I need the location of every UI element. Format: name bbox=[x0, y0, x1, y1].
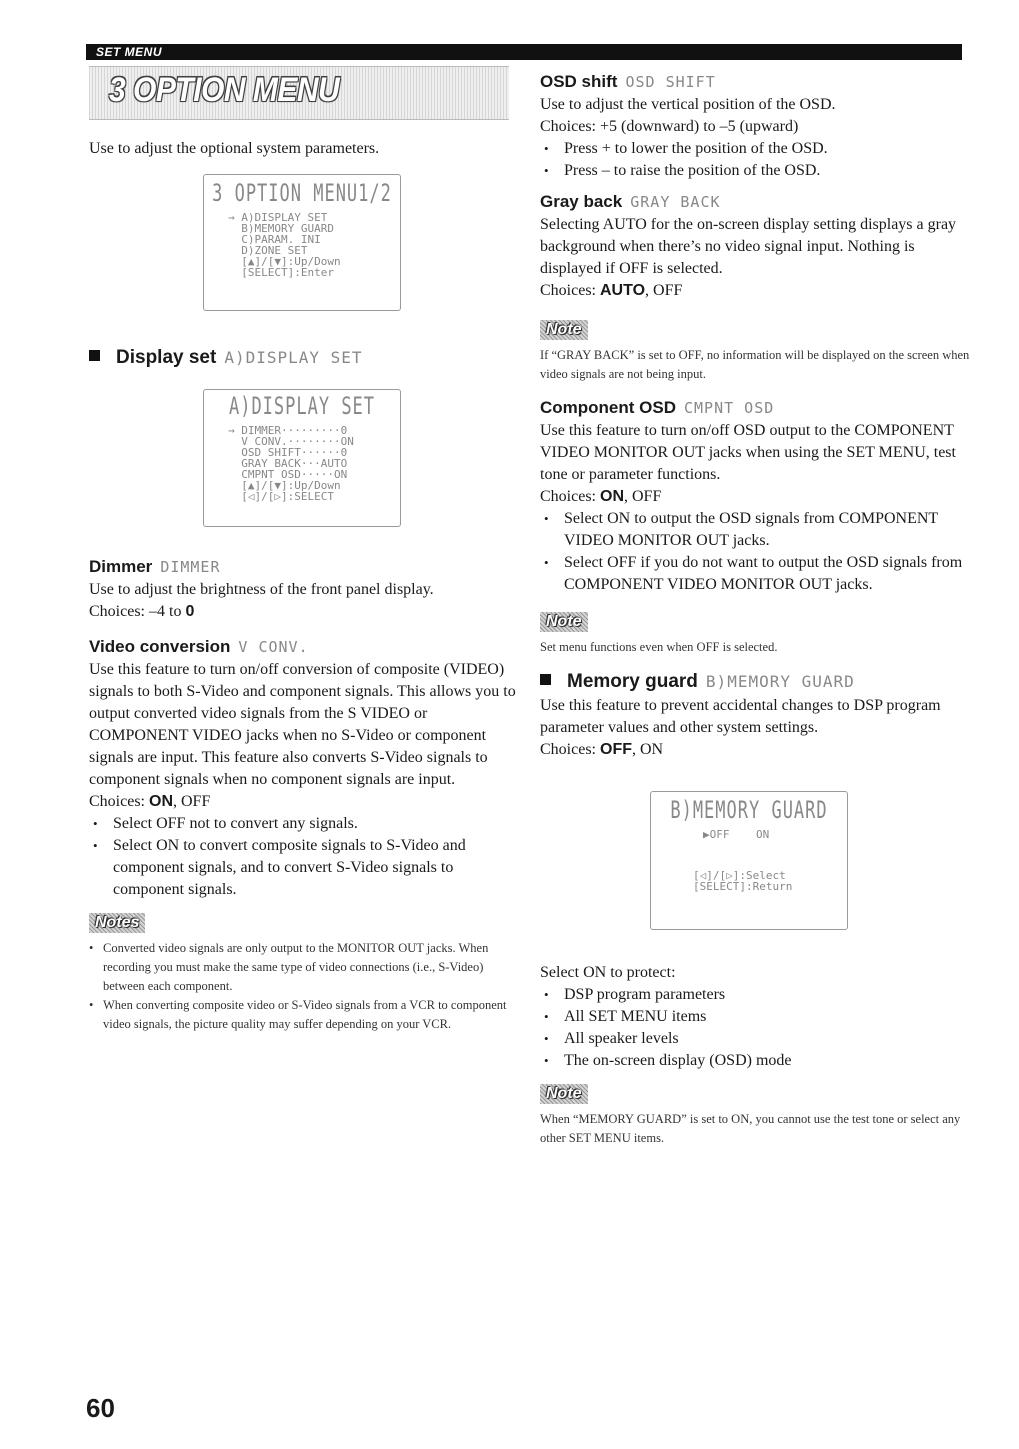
osd-line: [SELECT]:Return bbox=[693, 880, 793, 893]
video-conversion-title: Video conversion bbox=[89, 637, 231, 656]
list-item: • Select ON to output the OSD signals from COMPONENT VIDEO MONITOR OUT jacks. bbox=[540, 508, 970, 552]
gray-back-text: Selecting AUTO for the on-screen display setting displays a gray background when there’s no video signal input. Nothing is displayed if OFF is selected. bbox=[540, 216, 957, 277]
dimmer-text: Use to adjust the brightness of the front panel display. bbox=[89, 581, 434, 598]
video-conversion-text: Use this feature to turn on/off conversion of composite (VIDEO) signals to both S-Video and component signals. This allows you to output converted video signals from the S VIDEO or COMPONENT VIDEO jacks when no S-Video or component signals are input. This feature also converts S-Video signals to component signals when no component signals are input. bbox=[89, 661, 516, 788]
list-item: • DSP program parameters bbox=[540, 984, 970, 1006]
memory-guard-osd-label: B)MEMORY GUARD bbox=[705, 672, 855, 691]
square-bullet-icon bbox=[540, 674, 551, 685]
video-conversion-heading bbox=[89, 635, 519, 659]
osd-shift-bullets bbox=[540, 138, 970, 182]
osd-screen-memory-guard bbox=[650, 791, 848, 930]
osd-line: GRAY BACK···AUTO bbox=[228, 457, 348, 470]
note-heading: Note bbox=[540, 320, 588, 340]
osd-shift-osd-label: OSD SHIFT bbox=[625, 73, 716, 91]
display-set-heading bbox=[89, 345, 519, 371]
osd-line: [▲]/[▼]:Up/Down bbox=[228, 255, 341, 268]
osd-line: CMPNT OSD·····ON bbox=[228, 468, 348, 481]
component-osd-heading bbox=[540, 396, 970, 420]
page-number: 60 bbox=[86, 1393, 115, 1423]
display-set-osd-label: A)DISPLAY SET bbox=[224, 348, 363, 367]
note-text: Set menu functions even when OFF is selected. bbox=[540, 640, 778, 654]
osd-line: B)MEMORY GUARD bbox=[228, 222, 334, 235]
component-osd-title: Component OSD bbox=[540, 398, 676, 417]
list-item: • Select OFF if you do not want to output the OSD signals from COMPONENT VIDEO MONITOR OUT jacks. bbox=[540, 552, 970, 596]
dimmer-title: Dimmer bbox=[89, 557, 153, 576]
note-heading: Note bbox=[540, 612, 588, 632]
osd-line: → DIMMER·········0 bbox=[228, 424, 348, 437]
protect-intro: Select ON to protect: bbox=[540, 964, 676, 981]
osd-line: → A)DISPLAY SET bbox=[228, 211, 328, 224]
list-item: • All SET MENU items bbox=[540, 1006, 970, 1028]
display-set-title: Display set bbox=[116, 347, 217, 368]
memory-guard-title: Memory guard bbox=[567, 671, 698, 692]
osd-screen-title: B)MEMORY GUARD bbox=[670, 796, 828, 825]
osd-line: V CONV.········ON bbox=[228, 435, 354, 448]
osd-line: C)PARAM. INI bbox=[228, 233, 321, 246]
osd-screen-option-menu bbox=[203, 174, 401, 311]
square-bullet-icon bbox=[89, 350, 100, 361]
dimmer-choices: Choices: –4 to 0 bbox=[89, 603, 195, 620]
memory-guard-heading bbox=[540, 669, 970, 695]
note-item: • When converting composite video or S-Video signals from a VCR to component video signals, the picture quality may suffer depending on your VCR. bbox=[89, 996, 519, 1034]
osd-screen-display-set bbox=[203, 389, 401, 527]
osd-options: ▶OFF ON bbox=[703, 828, 770, 841]
component-osd-osd-label: CMPNT OSD bbox=[684, 399, 775, 417]
osd-shift-heading bbox=[540, 70, 970, 94]
osd-shift-title: OSD shift bbox=[540, 72, 618, 91]
osd-shift-text: Use to adjust the vertical position of the OSD. bbox=[540, 96, 836, 113]
osd-line: OSD SHIFT······0 bbox=[228, 446, 348, 459]
list-item: • Select ON to convert composite signals to S-Video and component signals, and to convert S-Video signals to component signals. bbox=[89, 835, 519, 901]
osd-line: [SELECT]:Enter bbox=[228, 266, 334, 279]
gray-back-choices: Choices: AUTO, OFF bbox=[540, 282, 683, 299]
intro-text: Use to adjust the optional system parameters. bbox=[89, 140, 380, 157]
right-column bbox=[540, 70, 970, 1148]
notes-block bbox=[89, 913, 519, 1034]
notes-heading: Notes bbox=[89, 913, 145, 933]
video-conversion-bullets bbox=[89, 813, 519, 901]
memory-guard-bullets bbox=[540, 984, 970, 1072]
osd-shift-choices: Choices: +5 (downward) to –5 (upward) bbox=[540, 118, 799, 135]
memory-guard-choices: Choices: OFF, ON bbox=[540, 741, 664, 758]
dimmer-osd-label: DIMMER bbox=[160, 558, 221, 576]
memory-guard-text: Use this feature to prevent accidental changes to DSP program parameter values and other system settings. bbox=[540, 697, 941, 736]
osd-line: [◁]/[▷]:Select bbox=[693, 869, 786, 882]
osd-line: [▲]/[▼]:Up/Down bbox=[228, 479, 341, 492]
osd-line: D)ZONE SET bbox=[228, 244, 308, 257]
note-heading: Note bbox=[540, 1084, 588, 1104]
list-item: • Press + to lower the position of the OSD. bbox=[540, 138, 970, 160]
list-item: • Select OFF not to convert any signals. bbox=[89, 813, 519, 835]
note-text: When “MEMORY GUARD” is set to ON, you cannot use the test tone or select any other SET MENU items. bbox=[540, 1112, 961, 1145]
osd-screen-title: A)DISPLAY SET bbox=[228, 392, 376, 421]
gray-back-osd-label: GRAY BACK bbox=[630, 193, 721, 211]
osd-screen-title: 3 OPTION MENU1/2 bbox=[212, 179, 392, 208]
component-osd-bullets bbox=[540, 508, 970, 596]
left-column bbox=[89, 66, 519, 1034]
video-conversion-choices: Choices: ON, OFF bbox=[89, 793, 211, 810]
note-text: If “GRAY BACK” is set to OFF, no information will be displayed on the screen when video signals are not being input. bbox=[540, 348, 970, 381]
gray-back-title: Gray back bbox=[540, 192, 623, 211]
list-item: • Press – to raise the position of the OSD. bbox=[540, 160, 970, 182]
header-bar bbox=[86, 44, 962, 60]
component-osd-text: Use this feature to turn on/off OSD output to the COMPONENT VIDEO MONITOR OUT jacks when using the SET MENU, test tone or parameter functions. bbox=[540, 422, 956, 483]
section-banner-title: 3 OPTION MENU bbox=[109, 71, 340, 109]
gray-back-heading bbox=[540, 190, 970, 214]
osd-line: [◁]/[▷]:SELECT bbox=[228, 490, 334, 503]
video-conversion-osd-label: V CONV. bbox=[238, 638, 309, 656]
component-osd-choices: Choices: ON, OFF bbox=[540, 488, 662, 505]
section-banner bbox=[89, 66, 509, 120]
note-item: • Converted video signals are only output to the MONITOR OUT jacks. When recording you must make the same type of video connections (i.e., S-Video) between each component. bbox=[89, 939, 519, 996]
component-osd-note bbox=[540, 612, 970, 657]
list-item: • All speaker levels bbox=[540, 1028, 970, 1050]
header-label: SET MENU bbox=[96, 45, 163, 59]
gray-back-note bbox=[540, 320, 970, 384]
dimmer-heading bbox=[89, 555, 519, 579]
memory-guard-note bbox=[540, 1084, 970, 1148]
list-item: • The on-screen display (OSD) mode bbox=[540, 1050, 970, 1072]
